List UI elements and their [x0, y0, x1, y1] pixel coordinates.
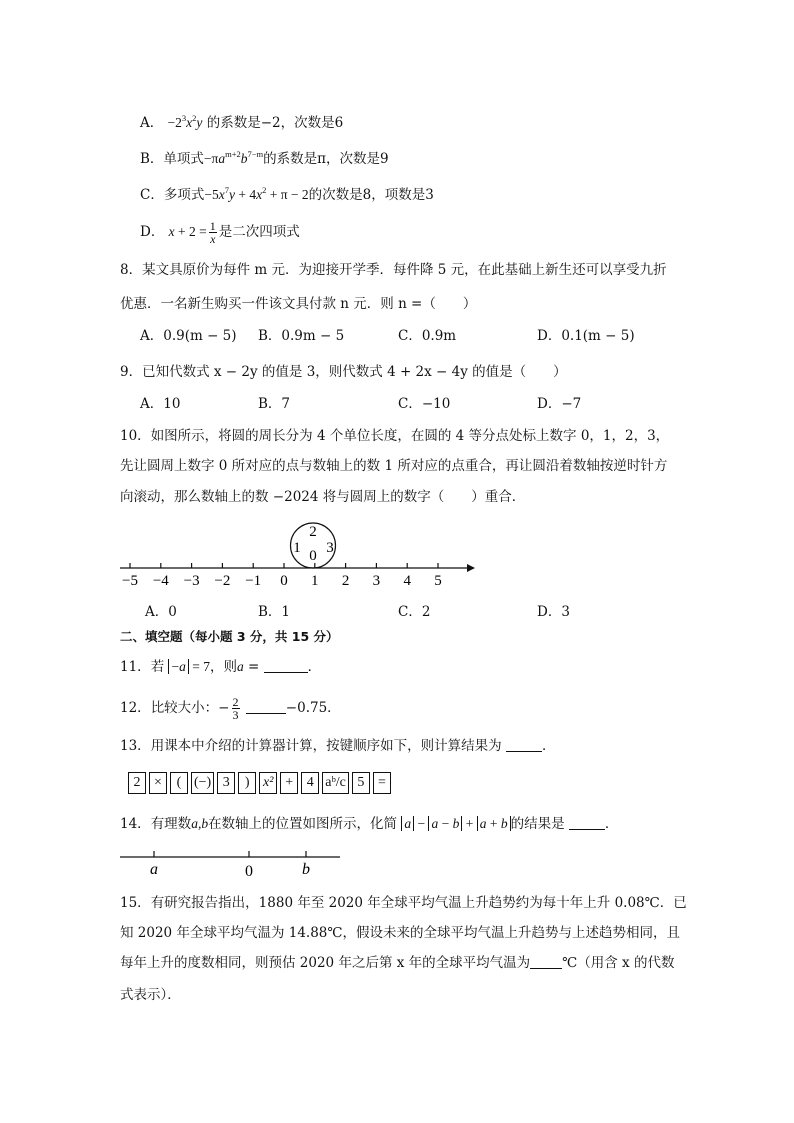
- q10-stem-line3: 向滚动，那么数轴上的数 −2024 将与圆周上的数字（ ）重合．: [120, 489, 526, 505]
- q10-circle-label-right: 3: [326, 540, 334, 556]
- q10-option-a[interactable]: A．0: [145, 604, 177, 620]
- q8-option-c[interactable]: C．0.9m: [398, 328, 457, 344]
- q15-answer-blank[interactable]: [530, 954, 562, 969]
- key-negative: (−): [191, 772, 214, 794]
- q10-tick-label: 1: [311, 573, 319, 589]
- q10-stem-line1: 10．如图所示，将圆的周长分为 4 个单位长度，在圆的 4 等分点处标上数字 0，1，2，3，: [120, 428, 670, 444]
- q7-d-expression: x + 2 = $\frac{1}{x}$: [168, 219, 216, 247]
- q9-option-b[interactable]: B．7: [258, 396, 291, 412]
- key-2: 2: [128, 772, 146, 794]
- q9-option-a[interactable]: A．10: [140, 396, 181, 412]
- q11-answer-blank[interactable]: [264, 658, 308, 673]
- q10-stem-line2: 先让圆周上数字 0 所对应的点与数轴上的数 1 所对应的点重合，再让圆沿着数轴按逆时针方: [120, 458, 668, 474]
- key-equals: =: [373, 772, 391, 794]
- q13-stem: 13．用课本中介绍的计算器计算，按键顺序如下，则计算结果为 ．: [120, 738, 556, 754]
- q10-tick-label: −1: [245, 573, 262, 589]
- q8-option-a[interactable]: A．0.9(m − 5): [140, 328, 237, 344]
- q8-stem-line1: 8．某文具原价为每件 m 元．为迎接开学季．每件降 5 元，在此基础上新生还可以享受九折: [120, 262, 667, 278]
- q10-tick-label: 3: [372, 573, 381, 589]
- q14-number-line-figure: [118, 846, 348, 880]
- q9-option-d[interactable]: D．−7: [537, 396, 582, 412]
- q8-stem-line2: 优惠．一名新生购买一件该文具付款 n 元．则 n =（ ）: [120, 296, 477, 312]
- key-open-paren: (: [170, 772, 188, 794]
- q7-option-b[interactable]: B．单项式$-\pi a^{m+2}b^{7-m}$的系数是π，次数是9: [140, 149, 389, 167]
- q9-stem: 9．已知代数式 x − 2y 的值是 3，则代数式 4 + 2x − 4y 的值是（ ）: [120, 364, 567, 380]
- key-square: x²: [259, 772, 277, 794]
- q8-option-b[interactable]: B．0.9m − 5: [258, 328, 345, 344]
- q10-circle-label-bottom: 0: [309, 548, 317, 564]
- q15-stem-line3: 每年上升的度数相同，则预估 2020 年之后第 x 年的全球平均气温为 ℃（用含 x 的代数: [120, 955, 675, 971]
- q10-tick-label: 0: [280, 573, 288, 589]
- q9-option-c[interactable]: C．−10: [398, 396, 451, 412]
- q12-stem: 12．比较大小：− $\frac{2}{3}$ −0.75．: [120, 695, 341, 722]
- q10-tick-label: 2: [341, 573, 350, 589]
- q14-answer-blank[interactable]: [569, 815, 605, 830]
- key-3: 3: [217, 772, 235, 794]
- q10-tick-label: −4: [152, 573, 169, 589]
- q13-key-sequence: [128, 772, 394, 794]
- q15-stem-line4: 式表示）．: [120, 987, 181, 1003]
- q10-axis-arrow: [467, 564, 475, 572]
- q11-equation: −a = 7: [168, 659, 210, 674]
- q14-label-0: 0: [245, 863, 253, 880]
- q10-circle-label-top: 2: [309, 524, 317, 540]
- q10-tick-label: −5: [122, 573, 138, 589]
- q7-option-a[interactable]: A． $-2^3x^2y$ 的系数是−2，次数是6: [140, 113, 344, 131]
- key-plus: +: [280, 772, 298, 794]
- key-4: 4: [301, 772, 319, 794]
- q7-option-d[interactable]: D． x + 2 = $\frac{1}{x}$ 是二次四项式: [140, 219, 300, 247]
- q10-tick-label: 4: [403, 573, 411, 589]
- q15-stem-line2: 知 2020 年全球平均气温为 14.88℃，假设未来的全球平均气温上升趋势与上述趋势相同，且: [120, 925, 680, 941]
- key-5: 5: [352, 772, 370, 794]
- q10-tick-label: −2: [214, 573, 231, 589]
- q10-circle-label-left: 1: [293, 540, 301, 556]
- q10-option-b[interactable]: B．1: [258, 604, 291, 620]
- q14-label-a: a: [150, 861, 158, 878]
- q8-option-d[interactable]: D．0.1(m − 5): [537, 328, 635, 344]
- q13-answer-blank[interactable]: [506, 737, 542, 752]
- q10-option-d[interactable]: D．3: [537, 604, 570, 620]
- q11-stem: 11．若 −a = 7，则a = ．: [120, 659, 322, 675]
- q7-c-expression: $-5x^7y + 4x^2 + \pi - 2$: [204, 185, 309, 202]
- section-title-fill-in: 二、填空题（每小题 3 分，共 15 分）: [120, 629, 339, 644]
- q10-option-c[interactable]: C．2: [398, 604, 431, 620]
- key-times: ×: [149, 772, 167, 794]
- q7-a-expression: $-2^3x^2y$: [167, 113, 203, 130]
- q14-expression: a − a − b + a + b: [401, 816, 510, 831]
- q7-option-c[interactable]: C．多项式$-5x^7y + 4x^2 + \pi - 2$的次数是8，项数是3: [140, 185, 434, 203]
- q10-number-line-figure: [115, 518, 485, 590]
- q15-stem-line1: 15．有研究报告指出，1880 年至 2020 年全球平均气温上升趋势约为每十年上升 0.08℃．已: [120, 895, 687, 911]
- q14-label-b: b: [302, 861, 310, 878]
- q10-tick-label: 5: [434, 573, 442, 589]
- key-fraction: aᵇ/c: [322, 772, 349, 794]
- q10-tick-label: −3: [183, 573, 200, 589]
- key-close-paren: ): [238, 772, 256, 794]
- q12-answer-blank[interactable]: [246, 699, 286, 714]
- q14-stem: 14．有理数a,b在数轴上的位置如图所示，化简 a − a − b + a + b 的结果是 ．: [120, 816, 619, 832]
- q10-tick-group: [122, 563, 442, 589]
- q7-b-expression: $-\pi a^{m+2}b^{7-m}$: [203, 149, 264, 166]
